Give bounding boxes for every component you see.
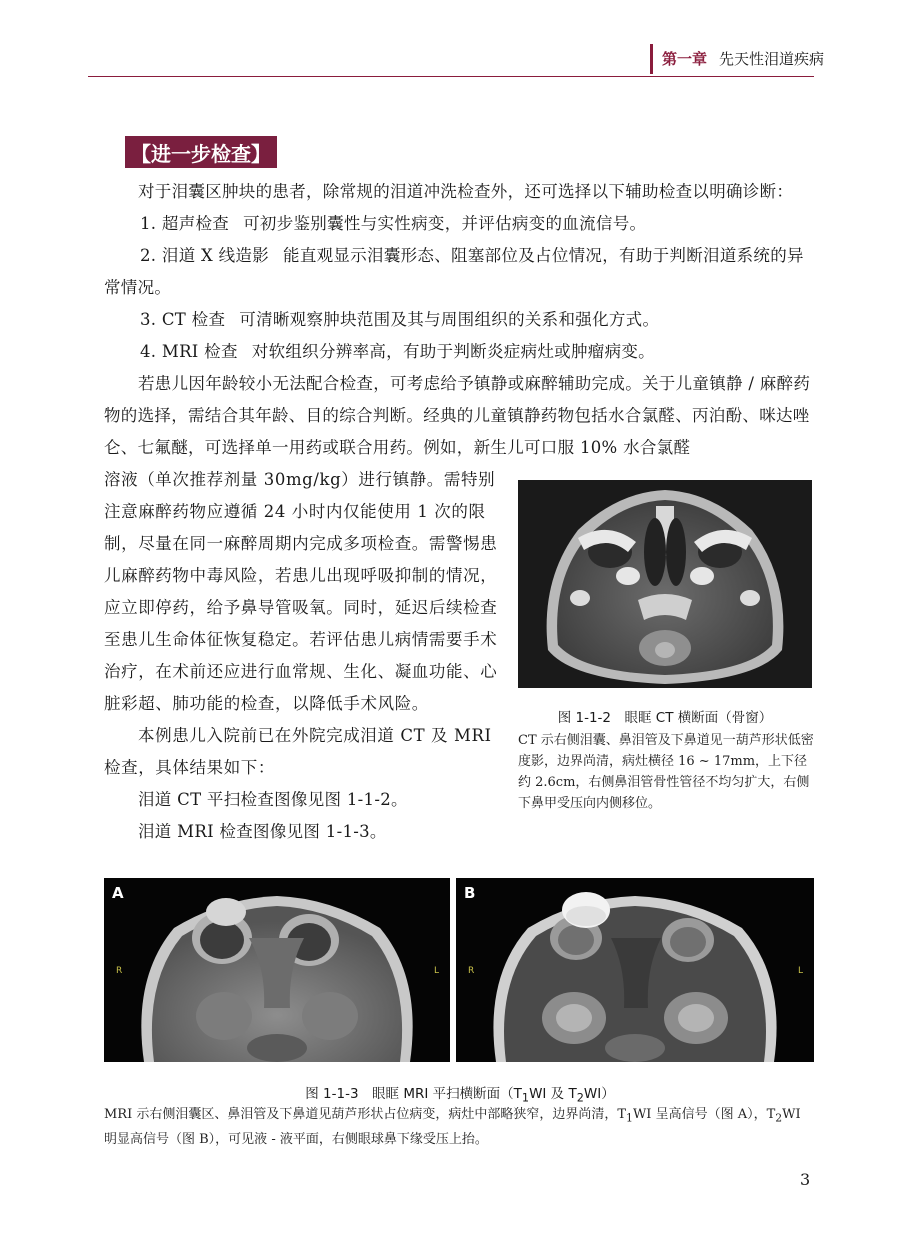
mri-panel-b: [456, 878, 814, 1062]
section-heading: 【进一步检查】: [125, 136, 277, 168]
caption-subscript: 1: [521, 1091, 530, 1105]
page-number: 3: [800, 1170, 811, 1189]
mri-figure-note: [104, 1104, 816, 1150]
ct-reference: 泪道 CT 平扫检查图像见图 1-1-2。: [138, 790, 408, 809]
side-label-right: R: [116, 966, 123, 976]
note-subscript: 1: [626, 1111, 633, 1125]
mri-panel-a: [104, 878, 450, 1062]
header-rule: [88, 76, 814, 77]
panel-label-b: B: [464, 884, 476, 902]
caption-text: WI）: [583, 1086, 615, 1102]
note-text: WI 呈高信号（图 A），T: [632, 1107, 776, 1122]
note-text: WI 明显高信号（图 B），可见液 - 液平面，右侧眼球鼻下缘受压上抬。: [104, 1107, 801, 1147]
list-item: [140, 304, 816, 336]
side-label-right: R: [468, 966, 475, 976]
panel-label-a: A: [112, 884, 124, 902]
list-item: [140, 336, 816, 368]
running-header: [662, 48, 824, 69]
list-item-text: 对软组织分辨率高，有助于判断炎症病灶或肿瘤病变。: [251, 342, 655, 361]
header-accent-bar: [650, 44, 653, 74]
list-item: [140, 208, 816, 240]
list-item-term: 2. 泪道 X 线造影: [140, 246, 270, 265]
side-label-left: L: [434, 966, 440, 976]
ct-scan-image: [518, 480, 812, 688]
list-item-term: 3. CT 检查: [140, 310, 226, 329]
list-item-term: 4. MRI 检查: [140, 342, 238, 361]
list-item-text: 能直观显示泪囊形态、阻塞部位及占位情况，有助于判断泪道系统的异常情况。: [104, 246, 804, 297]
list-item-text: 可初步鉴别囊性与实性病变，并评估病变的血流信号。: [243, 214, 647, 233]
ct-figure-note: CT 示右侧泪囊、鼻泪管及下鼻道见一葫芦形状低密度影，边界尚清，病灶横径 16 ~ 17mm，上下径约 2.6cm，右侧鼻泪管骨性管径不均匀扩大，右侧下鼻甲受压向内侧移位。: [518, 733, 814, 811]
list-item: [104, 240, 816, 304]
note-text: MRI 示右侧泪囊区、鼻泪管及下鼻道见葫芦形状占位病变，病灶中部略狭窄，边界尚清，T: [104, 1107, 627, 1122]
side-label-left: L: [798, 966, 804, 976]
ct-figure-caption: 图 1-1-2 眼眶 CT 横断面（骨窗）: [557, 710, 773, 726]
chapter-title: 先天性泪道疾病: [719, 50, 825, 68]
list-item-text: 可清晰观察肿块范围及其与周围组织的关系和强化方式。: [239, 310, 660, 329]
note-subscript: 2: [775, 1111, 783, 1125]
intro-paragraph: 对于泪囊区肿块的患者，除常规的泪道冲洗检查外，还可选择以下辅助检查以明确诊断：: [138, 182, 794, 201]
sedation-paragraph-continued: 溶液（单次推荐剂量 30mg/kg）进行镇静。需特别注意麻醉药物应遵循 24 小时内仅能使用 1 次的限制，尽量在同一麻醉周期内完成多项检查。需警惕患儿麻醉药物中毒风险，若患儿出现呼吸抑制的情况，应立即停药，给予鼻导管吸氧。同时，延迟后续检查至患儿生命体征恢复稳定。若评估患儿病情需要手术治疗，在术前还应进行血常规、生化、凝血功能、心脏彩超、肺功能的检查，以降低手术风险。: [104, 470, 498, 713]
sedation-paragraph: 若患儿因年龄较小无法配合检查，可考虑给予镇静或麻醉辅助完成。关于儿童镇静 / 麻醉药物的选择，需结合其年龄、目的综合判断。经典的儿童镇静药物包括水合氯醛、丙泊酚、咪达唑仑、七氟醚，可选择单一用药或联合用药。例如，新生儿可口服 10% 水合氯醛: [104, 374, 811, 457]
chapter-number: 第一章: [662, 50, 708, 68]
caption-text: 图 1-1-3 眼眶 MRI 平扫横断面（T: [305, 1086, 522, 1102]
caption-subscript: 2: [576, 1091, 584, 1105]
list-item-term: 1. 超声检查: [140, 214, 230, 233]
mri-figure-caption: [104, 1082, 816, 1105]
mri-reference: 泪道 MRI 检查图像见图 1-1-3。: [138, 822, 387, 841]
caption-text: WI 及 T: [529, 1086, 577, 1102]
case-intro-paragraph: 本例患儿入院前已在外院完成泪道 CT 及 MRI 检查，具体结果如下：: [104, 726, 492, 777]
